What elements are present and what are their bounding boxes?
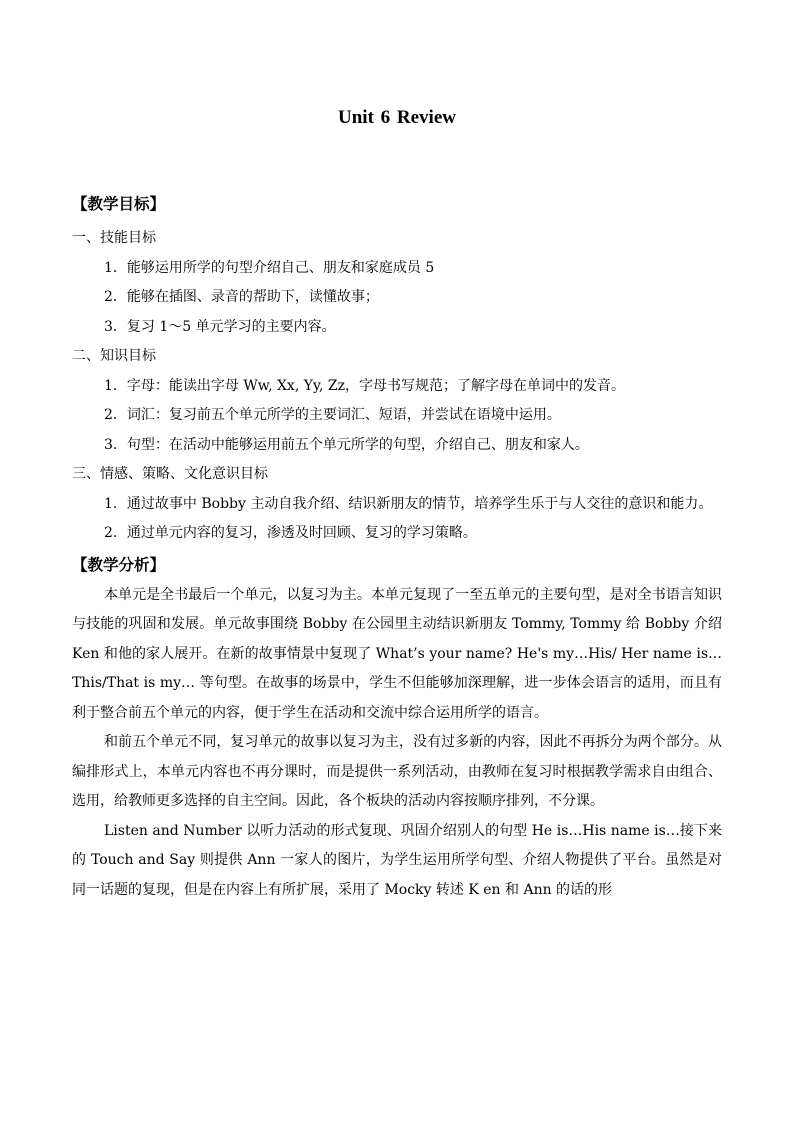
knowledge-item-3: 3．句型：在活动中能够运用前五个单元所学的句型，介绍自己、朋友和家人。 (104, 436, 589, 453)
knowledge-item-2: 2．词汇：复习前五个单元所学的主要词汇、短语，并尝试在语境中运用。 (104, 407, 561, 423)
skills-heading: 一、技能目标 (72, 230, 156, 246)
analysis-paragraph-2: 和前五个单元不同，复习单元的故事以复习为主，没有过多新的内容，因此不再拆分为两个部分。从编排形式上，本单元内容也不再分课时，而是提供一系列活动，由教师在复习时根据教学需求自由组合、选用，给教师更多选择的自主空间。因此，各个板块的活动内容按顺序排列，不分课。 (72, 734, 722, 809)
emotion-item-1: 1．通过故事中 Bobby 主动自我介绍、结识新朋友的情节，培养学生乐于与人交往的意识和能力。 (104, 495, 713, 512)
emotion-heading: 三、情感、策略、文化意识目标 (72, 466, 268, 482)
knowledge-heading: 二、知识目标 (72, 348, 156, 364)
knowledge-item-1: 1．字母：能读出字母 Ww, Xx, Yy, Zz，字母书写规范；了解字母在单词中的发音。 (104, 377, 626, 394)
analysis-paragraph-3: Listen and Number 以听力活动的形式复现、巩固介绍别人的句型 He is…His name is…接下来的 Touch and Say 则提供 Ann 一家人的图片，为学生运用所学句型、介绍人物提供了平台。虽然是对同一话题的复现，但是在内容上有所扩展，采用了 Mocky 转述 K en 和 Ann 的话的形 (72, 822, 722, 898)
emotion-item-2: 2．通过单元内容的复习，渗透及时回顾、复习的学习策略。 (104, 525, 477, 541)
analysis-paragraph-1: 本单元是全书最后一个单元，以复习为主。本单元复现了一至五单元的主要句型，是对全书语言知识与技能的巩固和发展。单元故事围绕 Bobby 在公园里主动结识新朋友 Tommy, Tommy 给 Bobby 介绍 Ken 和他的家人展开。在新的故事情景中复现了 What’s your name? He's my…His/ Her name is…This/That is my… 等句型。在故事的场景中，学生不但能够加深理解，进一步体会语言的适用，而且有利于整合前五个单元的内容，便于学生在活动和交流中综合运用所学的语言。 (72, 586, 722, 721)
document-body (72, 188, 722, 905)
document-title: Unit 6 Review (338, 107, 456, 128)
skills-item-3: 3．复习 1～5 单元学习的主要内容。 (104, 318, 336, 335)
skills-item-2: 2．能够在插图、录音的帮助下，读懂故事； (104, 289, 379, 305)
objectives-heading: 【教学目标】 (72, 194, 166, 213)
analysis-heading: 【教学分析】 (72, 554, 166, 574)
skills-item-1: 1．能够运用所学的句型介绍自己、朋友和家庭成员 5 (104, 259, 435, 276)
